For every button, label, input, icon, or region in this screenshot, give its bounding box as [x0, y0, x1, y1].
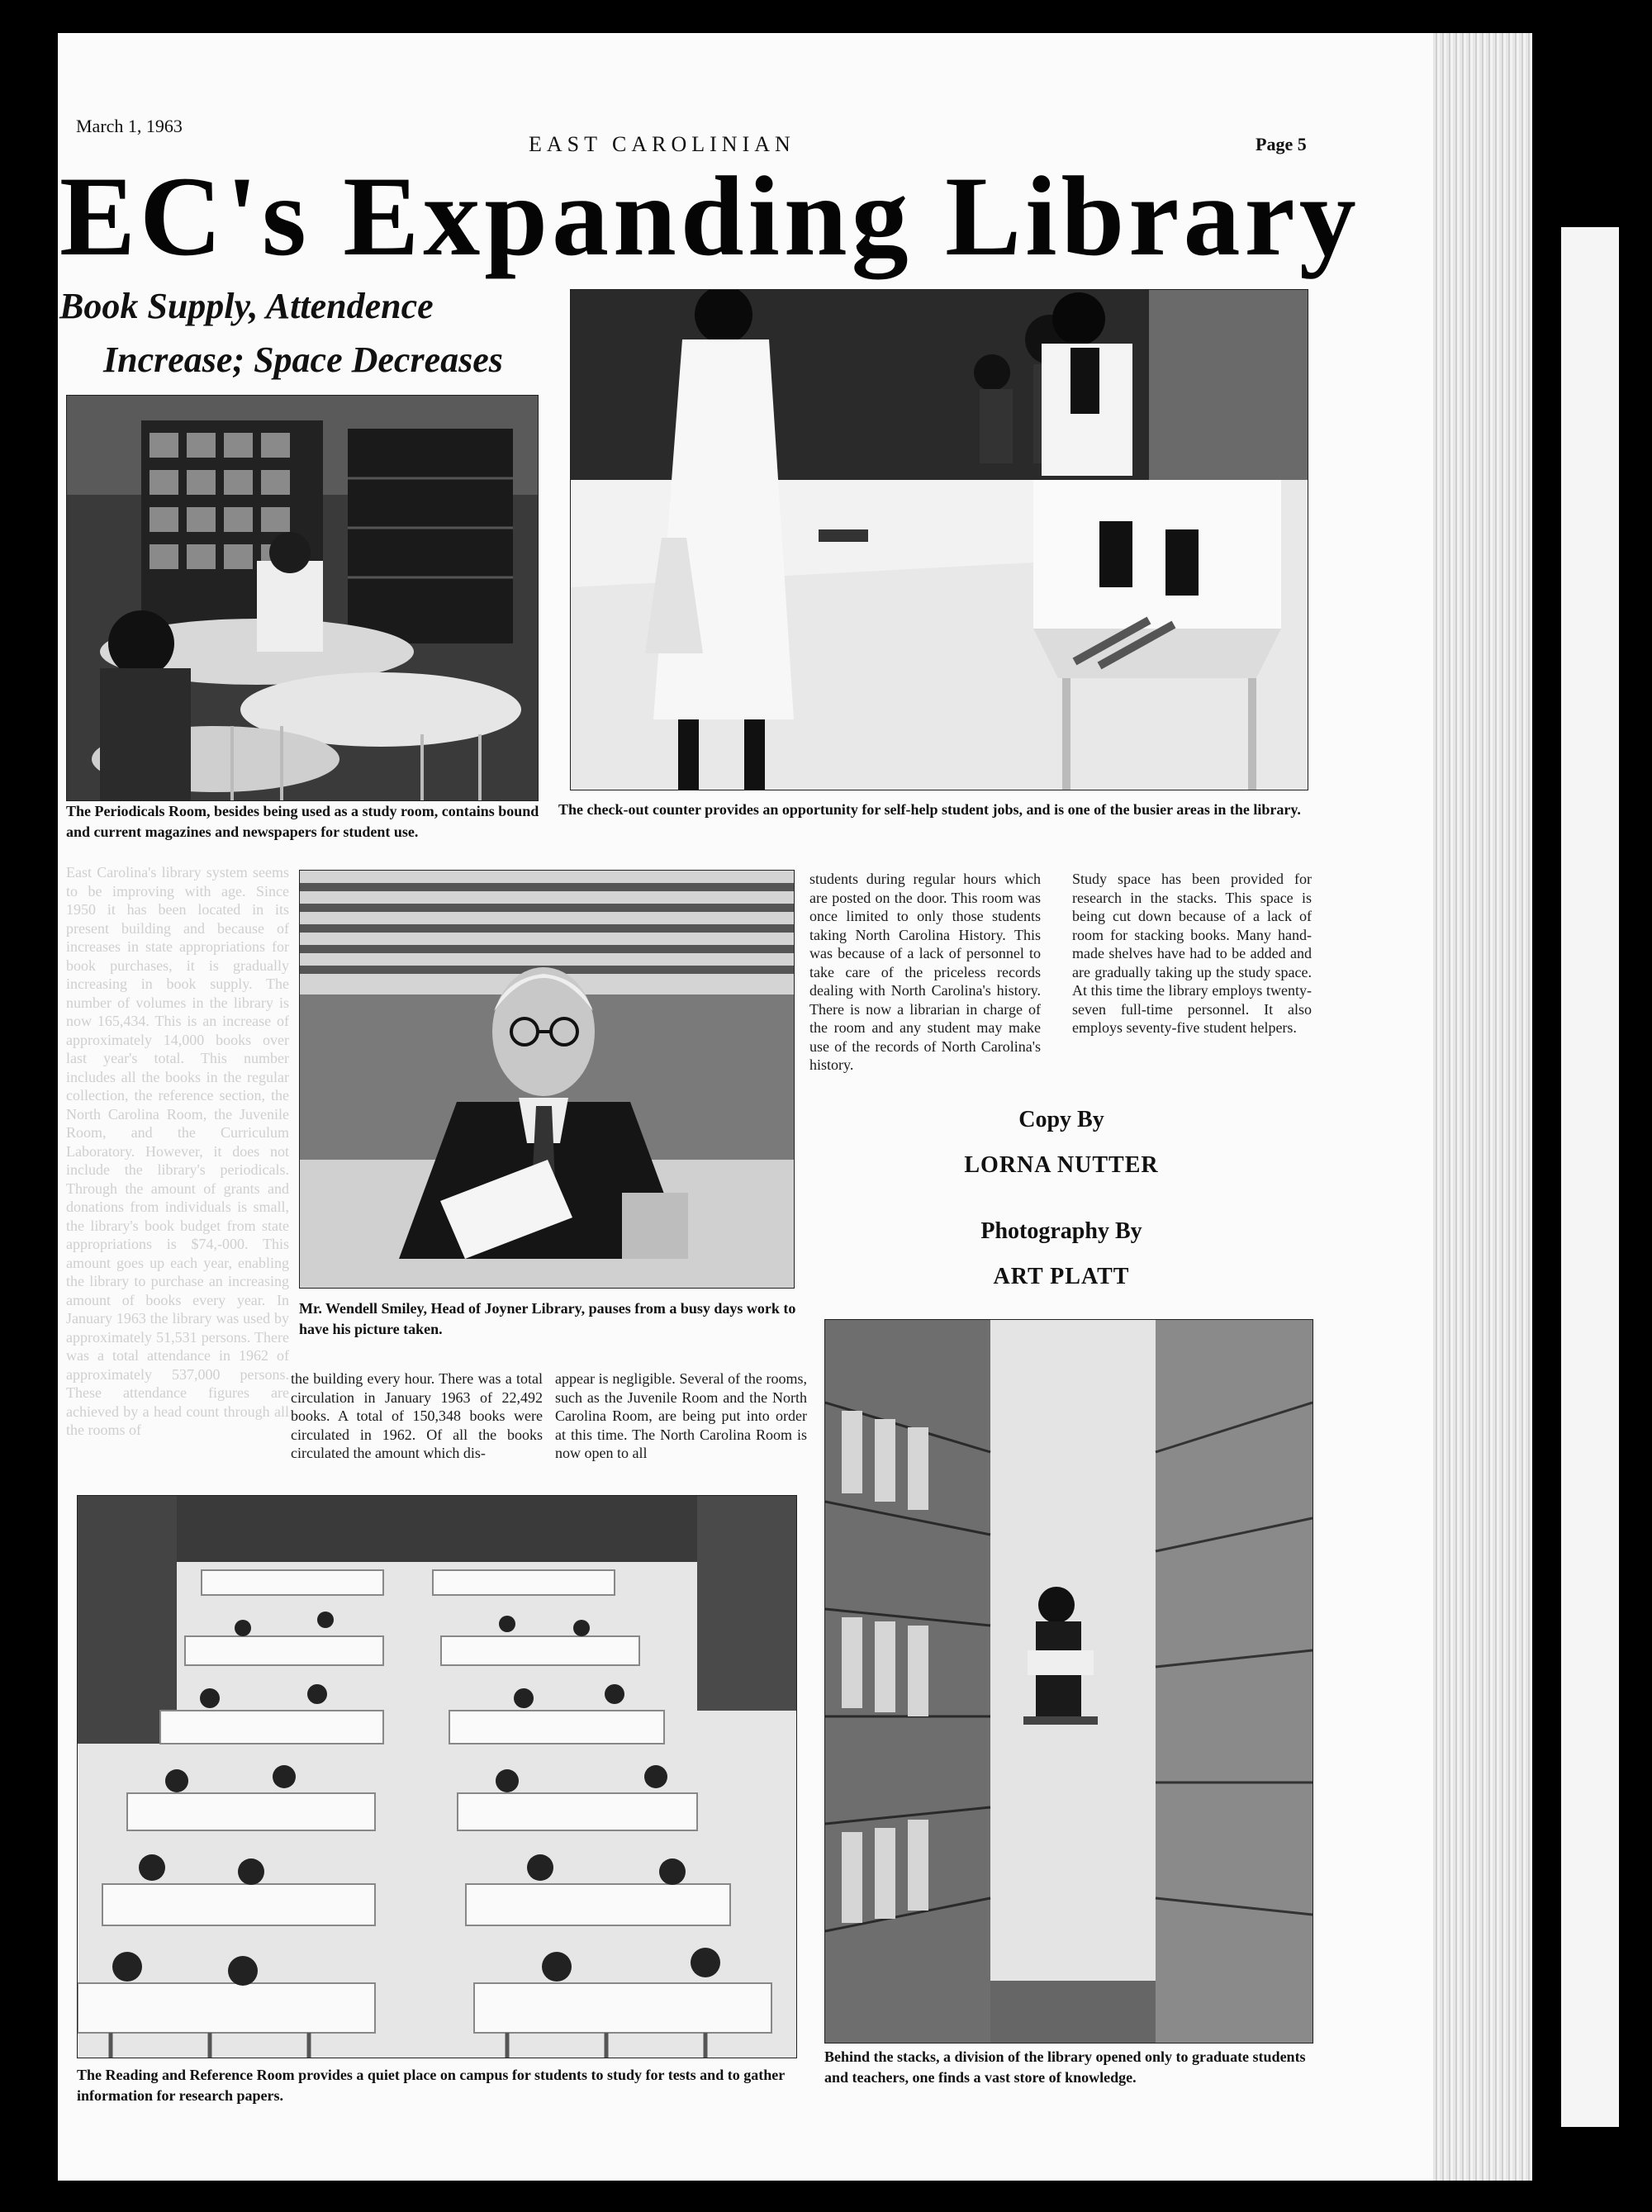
article-column-3-top: students during regular hours which are posted on the door. This room was once limited to only those students taking North Carolina History. This was because of a lack of personnel to take care of the priceless records dealing with North Carolina's history. There is now a librarian in charge of the room and any student may make use of the records of North Carolina's history.: [809, 871, 1041, 1073]
reading-room-photo: [77, 1495, 797, 2058]
bound-volume-page-edges: [1433, 33, 1532, 2181]
paper-name: EAST CAROLINIAN: [529, 132, 795, 156]
article-column-3-bottom: appear is negligible. Several of the rooms, such as the Juvenile Room and the North Carolina Room, are being put into order at this time. The North Carolina Room is now open to all: [555, 1370, 807, 1461]
article-column-1: East Carolina's library system seems to be improving with age. Since 1950 it has been located in its present building and because of increases in state appropriations for book purchases, it is gradually increasing in book supply. The number of volumes in the library is now 165,434. This is an increase of approximately 14,000 books over last year's total. This number includes all the books in the regular collection, the reference section, the North Carolina Room, the Juvenile Room, and the Curriculum Laboratory. However, it does not include the library's periodicals. Through the amount of grants and donations from individuals is small, the library's book budget from state appropriations is $74,-000. This amount goes up each year, enabling the library to purchase an increasing amount of books every year. In January 1963 the library was used by approximately 51,531 persons. There was a total attendance in 1962 of approximately 537,000 persons. These attendance figures are achieved by a head count through all the rooms of: [66, 864, 289, 1438]
wendell-smiley-caption: Mr. Wendell Smiley, Head of Joyner Library, pauses from a busy days work to have his picture taken.: [299, 1300, 796, 1337]
reading-room-caption: The Reading and Reference Room provides a quiet place on campus for students to study for tests and to gather information for research papers.: [77, 2067, 785, 2104]
headline: EC's Expanding Library: [59, 153, 1360, 279]
copy-by-label: Copy By: [1018, 1107, 1104, 1132]
article-column-4: Study space has been provided for research in the stacks. This space is being cut down because of a lack of room for stacking books. Many hand-made shelves have had to be added and are gradually taking up the study space. At this time the library employs twenty-seven full-time personnel. It also employs seventy-five student helpers.: [1072, 871, 1312, 1036]
photography-by-name: ART PLATT: [993, 1264, 1130, 1289]
photography-by-label: Photography By: [980, 1218, 1142, 1244]
periodicals-room-caption: The Periodicals Room, besides being used as a study room, contains bound and current magazines and newspapers for student use.: [66, 803, 539, 840]
stacks-caption: Behind the stacks, a division of the library opened only to graduate students and teachers, one finds a vast store of knowledge.: [824, 2048, 1306, 2086]
subheadline-line-1: Book Supply, Attendence: [59, 286, 434, 326]
copy-by-name: LORNA NUTTER: [964, 1152, 1159, 1178]
stacks-photo: [824, 1319, 1313, 2043]
page-number: Page 5: [1256, 134, 1307, 154]
article-column-2: the building every hour. There was a total circulation in January 1963 of 22,492 books. A total of 150,348 books were circulated in 1962. Of all the books circulated the amount which dis-: [291, 1370, 543, 1461]
scanner-edge-strip: [1561, 227, 1619, 2127]
checkout-counter-caption: The check-out counter provides an opportunity for self-help student jobs, and is one of the busier areas in the library.: [558, 801, 1301, 818]
wendell-smiley-photo: [299, 870, 795, 1289]
checkout-counter-photo: [570, 289, 1308, 790]
periodicals-room-photo: [66, 395, 539, 801]
subheadline-line-2: Increase; Space Decreases: [103, 339, 503, 380]
issue-date: March 1, 1963: [76, 116, 183, 136]
